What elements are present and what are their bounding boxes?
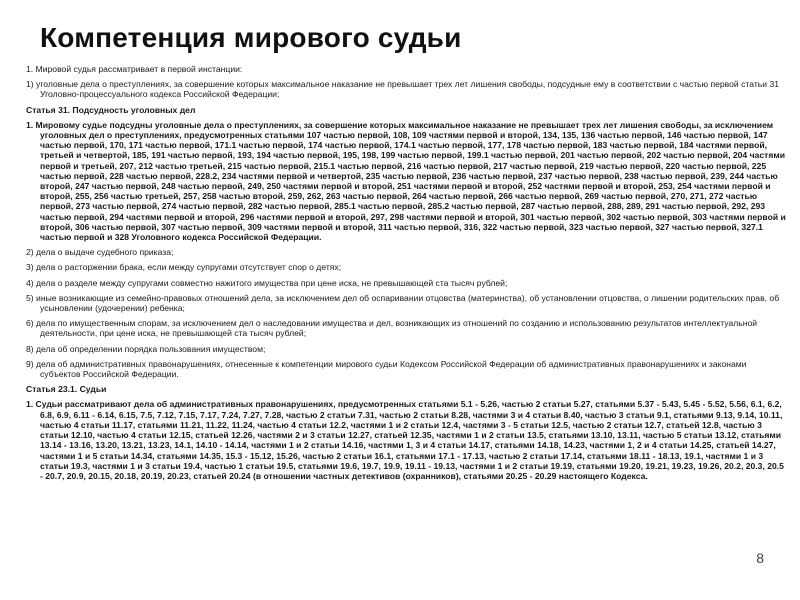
paragraph-item-6: 6) дела по имущественным спорам, за исключением дел о наследовании имущества и дел, возникающих из отношений по созданию и использованию результатов интеллектуальной деятельности, при цене иска, не превышающей ста тысяч рублей; xyxy=(26,318,758,339)
paragraph-item-3: 3) дела о расторжении брака, если между супругами отсутствует спор о детях; xyxy=(26,262,342,273)
paragraph-item-8: 8) дела об определении порядка пользования имуществом; xyxy=(26,343,266,354)
paragraph-intro: 1. Мировой судья рассматривает в первой инстанции: xyxy=(26,64,243,74)
slide-title: Компетенция мирового судьи xyxy=(40,22,462,53)
article-31-text: 1. Мировому судье подсудны уголовные дела о преступлениях, за совершение которых максимальное наказание не превышает трех лет лишения свободы, за исключением уголовных дел о преступлениях, предусмотренных статьями 107 частью первой, 108, 109 частями первой и второй, 134, 135, 136 частью первой, 146 частью первой, 147 частью первой, 170, 171 частью первой, 171.1 частью первой, 174 частью первой, 174.1 частью первой, 177, 178 частью первой, 183 частью первой, 184 частями первой, третьей и четвертой, 185, 191 частью первой, 193, 194 частью первой, 195, 198, 199 частью первой, 199.1 частью первой, 201 частью первой, 202 частью первой, 204 частями первой и третьей, 207, 212 частью третьей, 215 частью первой, 215.1 частью первой, 216 частью первой, 217 частью первой, 219 частью первой, 220 частью первой, 225 частью первой, 228 частью первой, 228.2, 234 частями первой и четвертой, 235 частью первой, 236 частью первой, 237 частью первой, 238 частью первой, 239, 244 частью второй, 247 частью первой, 248 частью первой, 249, 250 частями первой и второй, 251 частями первой и второй, 252 частями первой и второй, 253, 254 частями первой и второй, 255, 256 частью третьей, 257, 258 частью второй, 259, 262, 263 частью первой, 264 частью первой, 266 частью первой, 269 частью первой, 270, 271, 272 частью первой, 273 частью первой, 274 частью первой, 282 частью первой, 285.1 частью первой, 285.2 частью первой, 287 частью первой, 288, 289, 291 частью первой, 292, 293 частью первой, 294 частями первой и второй, 296 частями первой и второй, 297, 298 частями первой и второй, 301 частью первой, 302 частью первой, 303 частями первой и второй, 306 частью первой, 307 частью первой, 309 частями первой и второй, 311 частью первой, 316, 322 частью первой, 323 частью первой, 327 частью первой, 327.1 частью первой и 328 Уголовного кодекса Российской Федерации. xyxy=(26,119,786,243)
paragraph-item-2: 2) дела о выдаче судебного приказа; xyxy=(26,247,174,258)
slide-content xyxy=(26,64,788,486)
article-23-1-text: 1. Судьи рассматривают дела об административных правонарушениях, предусмотренных статьями 5.1 - 5.26, частью 2 статьи 5.27, статьями 5.37 - 5.43, 5.45 - 5.52, 5.56, 6.1, 6.2, 6.8, 6.9, 6.11 - 6.14, 6.15, 7.5, 7.12, 7.15, 7.17, 7.24, 7.27, 7.28, частью 2 статьи 7.31, частью 2 статьи 8.28, частями 3 и 4 статьи 8.40, частью 3 статьи 9.1, статьями 9.13, 9.14, 10.11, частью 4 статьи 11.17, статьями 11.21, 11.22, 11.24, частью 4 статьи 12.2, частями 1 и 2 статьи 12.4, частями 3 - 5 статьи 12.5, частью 2 статьи 12.7, статьей 12.8, частью 3 статьи 12.10, частью 4 статьи 12.15, статьей 12.26, частями 2 и 3 статьи 12.27, статьей 12.35, частями 1 и 2 статьи 13.5, статьями 13.10, 13.11, частью 5 статьи 13.12, статьями 13.14 - 13.16, 13.20, 13.21, 13.23, 14.1, 14.10 - 14.14, частями 1 и 2 статьи 14.16, частями 1, 3 и 4 статьи 14.17, статьями 14.18, 14.23, частями 1, 2 и 4 статьи 14.25, статьей 14.27, частями 1 и 5 статьи 14.34, статьями 14.35, 15.3 - 15.12, 15.26, частью 2 статьи 16.1, статьями 17.1 - 17.13, частью 2 статьи 17.14, статьями 18.11 - 18.13, 19.1, частями 1 и 3 статьи 19.3, частями 1 и 3 статьи 19.4, частью 1 статьи 19.5, статьями 19.6, 19.7, 19.9, 19.11 - 19.13, частями 1 и 2 статьи 19.19, статьями 19.20, 19.21, 19.23, 19.26, 20.2, 20.3, 20.5 - 20.7, 20.9, 20.15, 20.18, 20.19, 20.23, статьей 20.24 (в отношении частных детективов (охранников), статьями 20.25 - 20.29 настоящего Кодекса. xyxy=(26,399,784,481)
slide-number: 8 xyxy=(756,550,764,566)
article-23-1-heading: Статья 23.1. Судьи xyxy=(26,384,107,395)
paragraph-item-5: 5) иные возникающие из семейно-правовых отношений дела, за исключением дел об оспаривании отцовства (материнства), об установлении отцовства, о лишении родительских прав, об усыновлении (удочерении) ребенка; xyxy=(26,292,780,314)
paragraph-item-1: 1) уголовные дела о преступлениях, за совершение которых максимальное наказание не превышает трех лет лишения свободы, подсудные ему в соответствии с частью первой статьи 31 Уголовно-процессуального кодекса Российской Федерации; xyxy=(26,79,780,100)
article-31-heading: Статья 31. Подсудность уголовных дел xyxy=(26,104,196,115)
paragraph-item-9: 9) дела об административных правонарушениях, отнесенные к компетенции мирового судьи Кодексом Российской Федерации об административных правонарушениях и законами субъектов Российской Федерации. xyxy=(26,358,747,380)
paragraph-item-4: 4) дела о разделе между супругами совместно нажитого имущества при цене иска, не превышающей ста тысяч рублей; xyxy=(26,277,508,288)
